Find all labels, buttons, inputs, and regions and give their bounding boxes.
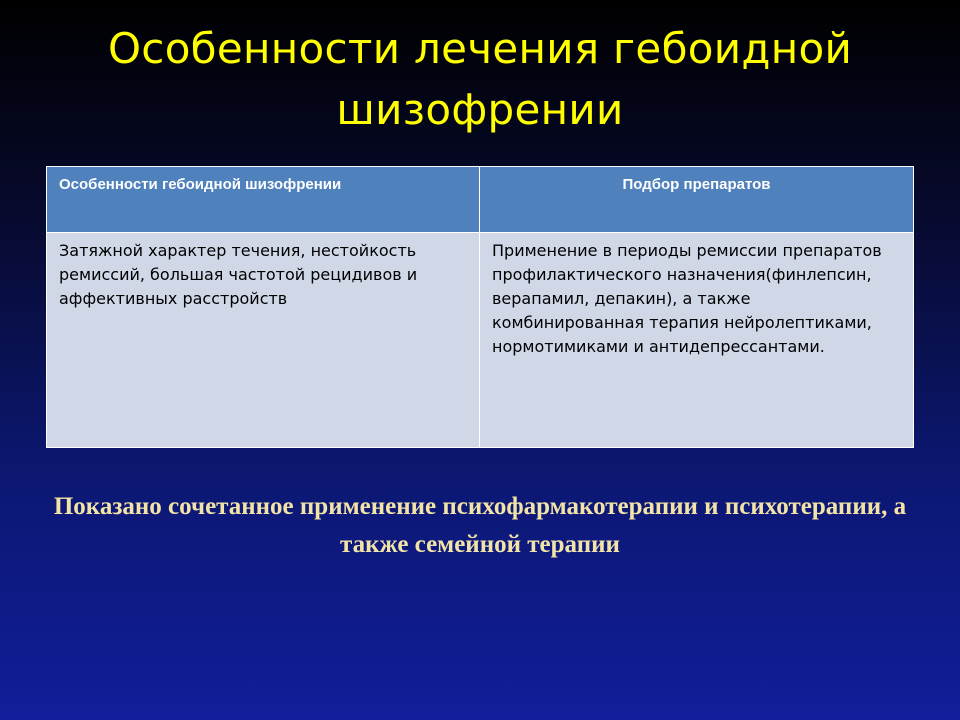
- table-row: [47, 233, 914, 448]
- header-features: Особенности гебоидной шизофрении: [47, 167, 480, 233]
- table-header-row: [47, 167, 914, 233]
- header-drug-selection: Подбор препаратов: [480, 167, 914, 233]
- info-table: [46, 166, 914, 448]
- therapy-note: Показано сочетанное применение психофармакотерапии и психотерапии, а также семейной терапии: [53, 493, 907, 558]
- cell-drug-selection: Применение в периоды ремиссии препаратов профилактического назначения(финлепсин, верапамил, депакин), а также комбинированная терапия нейролептиками, нормотимиками и антидепрессантами.: [480, 233, 914, 448]
- cell-features: Затяжной характер течения, нестойкость ремиссий, большая частотой рецидивов и аффективных расстройств: [47, 233, 480, 448]
- slide-title: Особенности лечения гебоидной шизофрении: [107, 24, 853, 134]
